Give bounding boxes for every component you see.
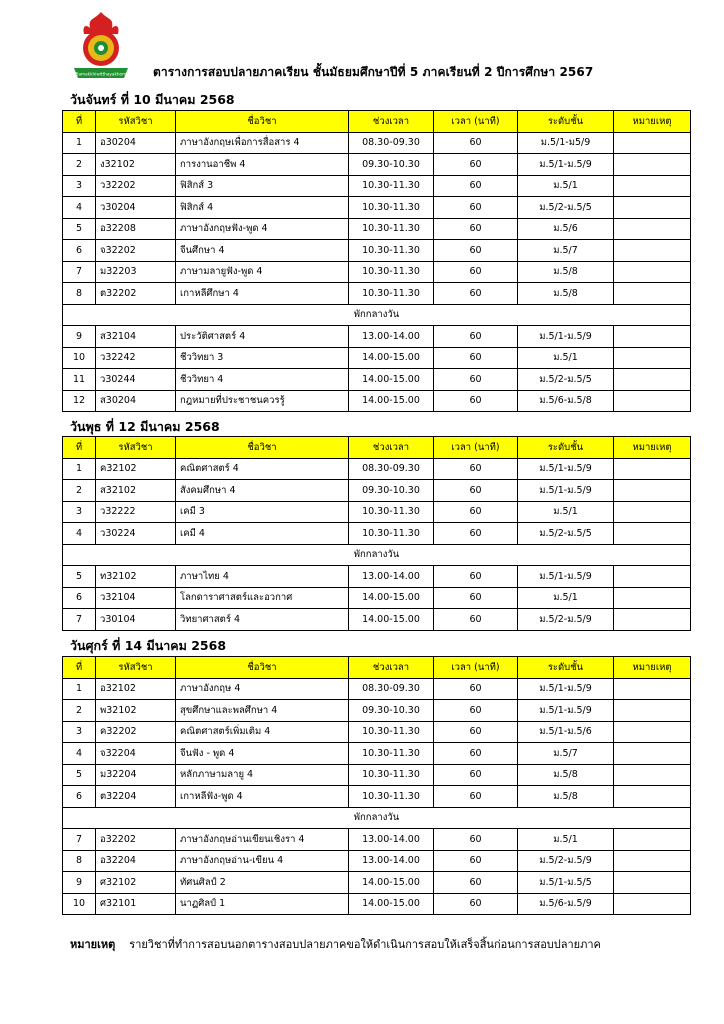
cell-time: 13.00-14.00: [349, 850, 434, 872]
cell-no: 4: [63, 197, 96, 219]
cell-remark: [614, 458, 691, 480]
cell-remark: [614, 829, 691, 851]
cell-level: ม.5/7: [518, 240, 614, 262]
cell-code: ต32204: [96, 786, 176, 808]
cell-code: พ32102: [96, 700, 176, 722]
table-header: [63, 437, 691, 459]
cell-level: ม.5/6: [518, 218, 614, 240]
cell-minutes: 60: [434, 872, 518, 894]
cell-level: ม.5/8: [518, 764, 614, 786]
cell-time: 10.30-11.30: [349, 283, 434, 305]
cell-remark: [614, 609, 691, 631]
footnote-text: รายวิชาที่ทำการสอบนอกตารางสอบปลายภาคขอให้ดำเนินการสอบให้เสร็จสิ้นก่อนการสอบปลายภาค: [129, 938, 601, 951]
rows-morning: [63, 132, 691, 304]
cell-time: 10.30-11.30: [349, 786, 434, 808]
cell-level: ม.5/6-ม.5/8: [518, 390, 614, 412]
table-header: [63, 111, 691, 133]
cell-level: ม.5/2-ม.5/5: [518, 523, 614, 545]
cell-code: ว32222: [96, 501, 176, 523]
cell-code: ว30104: [96, 609, 176, 631]
cell-minutes: 60: [434, 764, 518, 786]
table-header: [63, 657, 691, 679]
cell-remark: [614, 175, 691, 197]
cell-level: ม.5/1-ม.5/9: [518, 700, 614, 722]
cell-minutes: 60: [434, 218, 518, 240]
cell-no: 10: [63, 347, 96, 369]
cell-remark: [614, 587, 691, 609]
cell-time: 10.30-11.30: [349, 743, 434, 765]
footnote: [70, 935, 601, 953]
cell-no: 10: [63, 893, 96, 915]
cell-subject: ทัศนศิลป์ 2: [176, 872, 349, 894]
cell-minutes: 60: [434, 678, 518, 700]
cell-code: อ32208: [96, 218, 176, 240]
exam-table-friday: [62, 656, 691, 915]
cell-subject: เกาหลีศึกษา 4: [176, 283, 349, 305]
cell-no: 9: [63, 326, 96, 348]
cell-minutes: 60: [434, 829, 518, 851]
cell-level: ม.5/8: [518, 261, 614, 283]
cell-minutes: 60: [434, 893, 518, 915]
table-row: [63, 609, 691, 631]
cell-minutes: 60: [434, 587, 518, 609]
cell-no: 1: [63, 132, 96, 154]
table-row: [63, 678, 691, 700]
cell-level: ม.5/2-ม.5/5: [518, 369, 614, 391]
lunch-break: [63, 544, 691, 566]
cell-minutes: 60: [434, 369, 518, 391]
header-code: รหัสวิชา: [96, 657, 176, 679]
cell-minutes: 60: [434, 786, 518, 808]
lunch-break-label: พักกลางวัน: [63, 807, 691, 829]
cell-no: 5: [63, 764, 96, 786]
cell-no: 11: [63, 369, 96, 391]
cell-level: ม.5/1-ม.5/9: [518, 678, 614, 700]
cell-remark: [614, 721, 691, 743]
cell-remark: [614, 523, 691, 545]
cell-subject: ฟิสิกส์ 4: [176, 197, 349, 219]
header-minutes: เวลา (นาที): [434, 111, 518, 133]
lunch-break-label: พักกลางวัน: [63, 544, 691, 566]
cell-minutes: 60: [434, 154, 518, 176]
cell-time: 10.30-11.30: [349, 764, 434, 786]
table-row: [63, 347, 691, 369]
header-remark: หมายเหตุ: [614, 437, 691, 459]
cell-level: ม.5/1: [518, 347, 614, 369]
cell-remark: [614, 850, 691, 872]
cell-subject: ภาษามลายูฟัง-พูด 4: [176, 261, 349, 283]
cell-no: 9: [63, 872, 96, 894]
table-row: [63, 872, 691, 894]
cell-code: ง32102: [96, 154, 176, 176]
cell-subject: เคมี 4: [176, 523, 349, 545]
cell-time: 13.00-14.00: [349, 566, 434, 588]
rows-afternoon: [63, 566, 691, 631]
cell-minutes: 60: [434, 132, 518, 154]
cell-code: อ32204: [96, 850, 176, 872]
header-code: รหัสวิชา: [96, 437, 176, 459]
cell-time: 14.00-15.00: [349, 347, 434, 369]
cell-time: 10.30-11.30: [349, 261, 434, 283]
cell-remark: [614, 743, 691, 765]
cell-subject: เคมี 3: [176, 501, 349, 523]
header-no: ที่: [63, 437, 96, 459]
cell-minutes: 60: [434, 523, 518, 545]
cell-no: 4: [63, 523, 96, 545]
cell-remark: [614, 240, 691, 262]
cell-subject: ภาษาอังกฤษอ่าน-เขียน 4: [176, 850, 349, 872]
cell-no: 7: [63, 261, 96, 283]
cell-code: อ32102: [96, 678, 176, 700]
cell-remark: [614, 132, 691, 154]
cell-time: 14.00-15.00: [349, 587, 434, 609]
cell-time: 10.30-11.30: [349, 175, 434, 197]
cell-time: 08.30-09.30: [349, 458, 434, 480]
cell-time: 14.00-15.00: [349, 369, 434, 391]
table-row: [63, 700, 691, 722]
cell-subject: คณิตศาสตร์ 4: [176, 458, 349, 480]
table-row: [63, 829, 691, 851]
cell-code: ท32102: [96, 566, 176, 588]
cell-level: ม.5/1-ม.5/9: [518, 154, 614, 176]
table-row: [63, 721, 691, 743]
cell-code: จ32202: [96, 240, 176, 262]
cell-no: 1: [63, 458, 96, 480]
cell-level: ม.5/1-ม5/9: [518, 132, 614, 154]
cell-remark: [614, 218, 691, 240]
header-time: ช่วงเวลา: [349, 111, 434, 133]
day-heading-monday: วันจันทร์ ที่ 10 มีนาคม 2568: [70, 92, 235, 107]
cell-minutes: 60: [434, 283, 518, 305]
table-row: [63, 893, 691, 915]
cell-remark: [614, 872, 691, 894]
cell-subject: สังคมศึกษา 4: [176, 480, 349, 502]
cell-level: ม.5/1-ม.5/5: [518, 872, 614, 894]
header-time: ช่วงเวลา: [349, 437, 434, 459]
cell-time: 14.00-15.00: [349, 872, 434, 894]
cell-code: ส32104: [96, 326, 176, 348]
cell-no: 2: [63, 480, 96, 502]
exam-table-wednesday: [62, 436, 691, 631]
lunch-break-label: พักกลางวัน: [63, 304, 691, 326]
cell-no: 6: [63, 240, 96, 262]
cell-level: ม.5/8: [518, 283, 614, 305]
header-no: ที่: [63, 111, 96, 133]
table-row: [63, 786, 691, 808]
cell-code: อ30204: [96, 132, 176, 154]
cell-remark: [614, 261, 691, 283]
header-subject: ชื่อวิชา: [176, 437, 349, 459]
cell-no: 2: [63, 700, 96, 722]
cell-level: ม.5/6-ม.5/9: [518, 893, 614, 915]
cell-subject: โลกดาราศาสตร์และอวกาศ: [176, 587, 349, 609]
table-row: [63, 764, 691, 786]
cell-subject: หลักภาษามลายู 4: [176, 764, 349, 786]
cell-code: ส32102: [96, 480, 176, 502]
cell-time: 09.30-10.30: [349, 700, 434, 722]
cell-time: 10.30-11.30: [349, 197, 434, 219]
cell-level: ม.5/1-ม.5/6: [518, 721, 614, 743]
cell-time: 10.30-11.30: [349, 523, 434, 545]
table-row: [63, 283, 691, 305]
table-row: [63, 261, 691, 283]
table-row: [63, 458, 691, 480]
cell-level: ม.5/2-ม.5/9: [518, 609, 614, 631]
cell-time: 09.30-10.30: [349, 154, 434, 176]
cell-no: 3: [63, 501, 96, 523]
cell-level: ม.5/7: [518, 743, 614, 765]
cell-code: ต32202: [96, 283, 176, 305]
cell-level: ม.5/8: [518, 786, 614, 808]
cell-remark: [614, 154, 691, 176]
cell-code: ว32242: [96, 347, 176, 369]
cell-time: 10.30-11.30: [349, 501, 434, 523]
cell-level: ม.5/1-ม.5/9: [518, 566, 614, 588]
cell-minutes: 60: [434, 700, 518, 722]
cell-remark: [614, 764, 691, 786]
cell-remark: [614, 786, 691, 808]
cell-subject: กฎหมายที่ประชาชนควรรู้: [176, 390, 349, 412]
footnote-label: หมายเหตุ: [70, 938, 116, 951]
cell-subject: เกาหลีฟัง-พูด 4: [176, 786, 349, 808]
cell-minutes: 60: [434, 197, 518, 219]
cell-code: ค32102: [96, 458, 176, 480]
cell-code: ว32104: [96, 587, 176, 609]
cell-minutes: 60: [434, 240, 518, 262]
table-row: [63, 197, 691, 219]
cell-minutes: 60: [434, 501, 518, 523]
cell-level: ม.5/1-ม.5/9: [518, 480, 614, 502]
cell-level: ม.5/1: [518, 587, 614, 609]
day-heading-wednesday: วันพุธ ที่ 12 มีนาคม 2568: [70, 419, 220, 434]
cell-remark: [614, 480, 691, 502]
table-row: [63, 132, 691, 154]
table-row: [63, 566, 691, 588]
cell-subject: การงานอาชีพ 4: [176, 154, 349, 176]
cell-level: ม.5/1-ม.5/9: [518, 458, 614, 480]
cell-remark: [614, 566, 691, 588]
cell-minutes: 60: [434, 390, 518, 412]
table-row: [63, 850, 691, 872]
cell-time: 14.00-15.00: [349, 893, 434, 915]
lunch-break: [63, 807, 691, 829]
cell-time: 09.30-10.30: [349, 480, 434, 502]
cell-minutes: 60: [434, 458, 518, 480]
table-row: [63, 501, 691, 523]
table-row: [63, 390, 691, 412]
header-minutes: เวลา (นาที): [434, 437, 518, 459]
cell-no: 3: [63, 175, 96, 197]
cell-code: ม32204: [96, 764, 176, 786]
table-row: [63, 587, 691, 609]
cell-subject: ภาษาอังกฤษ 4: [176, 678, 349, 700]
cell-no: 12: [63, 390, 96, 412]
day-heading-friday: วันศุกร์ ที่ 14 มีนาคม 2568: [70, 638, 227, 653]
cell-level: ม.5/1-ม.5/9: [518, 326, 614, 348]
table-row: [63, 523, 691, 545]
cell-subject: นาฏศิลป์ 1: [176, 893, 349, 915]
cell-subject: สุขศึกษาและพลศึกษา 4: [176, 700, 349, 722]
school-logo: [70, 10, 132, 82]
cell-minutes: 60: [434, 721, 518, 743]
header-code: รหัสวิชา: [96, 111, 176, 133]
cell-minutes: 60: [434, 261, 518, 283]
table-row: [63, 154, 691, 176]
header-remark: หมายเหตุ: [614, 111, 691, 133]
cell-time: 14.00-15.00: [349, 390, 434, 412]
header-time: ช่วงเวลา: [349, 657, 434, 679]
cell-time: 10.30-11.30: [349, 218, 434, 240]
header-subject: ชื่อวิชา: [176, 111, 349, 133]
cell-no: 7: [63, 829, 96, 851]
header-remark: หมายเหตุ: [614, 657, 691, 679]
cell-subject: ภาษาไทย 4: [176, 566, 349, 588]
cell-no: 6: [63, 587, 96, 609]
rows-afternoon: [63, 829, 691, 915]
header-minutes: เวลา (นาที): [434, 657, 518, 679]
cell-remark: [614, 390, 691, 412]
lunch-break: [63, 304, 691, 326]
exam-table-monday: [62, 110, 691, 412]
table-row: [63, 743, 691, 765]
cell-remark: [614, 197, 691, 219]
cell-subject: ชีววิทยา 3: [176, 347, 349, 369]
cell-subject: ภาษาอังกฤษฟัง-พูด 4: [176, 218, 349, 240]
cell-code: ม32203: [96, 261, 176, 283]
cell-code: อ32202: [96, 829, 176, 851]
cell-time: 08.30-09.30: [349, 678, 434, 700]
cell-time: 13.00-14.00: [349, 326, 434, 348]
cell-subject: จีนฟัง - พูด 4: [176, 743, 349, 765]
cell-code: ว30204: [96, 197, 176, 219]
rows-morning: [63, 458, 691, 544]
page-title: ตารางการสอบปลายภาคเรียน ชั้นมัธยมศึกษาปีที่ 5 ภาคเรียนที่ 2 ปีการศึกษา 2567: [153, 65, 594, 79]
cell-minutes: 60: [434, 347, 518, 369]
cell-subject: ชีววิทยา 4: [176, 369, 349, 391]
rows-morning: [63, 678, 691, 807]
cell-subject: จีนศึกษา 4: [176, 240, 349, 262]
cell-code: ศ32101: [96, 893, 176, 915]
cell-remark: [614, 700, 691, 722]
cell-minutes: 60: [434, 326, 518, 348]
cell-minutes: 60: [434, 609, 518, 631]
cell-level: ม.5/2-ม.5/9: [518, 850, 614, 872]
table-row: [63, 240, 691, 262]
header-level: ระดับชั้น: [518, 111, 614, 133]
table-row: [63, 175, 691, 197]
cell-subject: คณิตศาสตร์เพิ่มเติม 4: [176, 721, 349, 743]
logo-text: Samakkhiwitthayakhom: [75, 71, 127, 77]
cell-subject: ภาษาอังกฤษเพื่อการสื่อสาร 4: [176, 132, 349, 154]
cell-no: 5: [63, 566, 96, 588]
cell-subject: ประวัติศาสตร์ 4: [176, 326, 349, 348]
cell-remark: [614, 369, 691, 391]
table-row: [63, 480, 691, 502]
cell-time: 14.00-15.00: [349, 609, 434, 631]
cell-code: ส30204: [96, 390, 176, 412]
cell-time: 10.30-11.30: [349, 721, 434, 743]
table-row: [63, 218, 691, 240]
header-level: ระดับชั้น: [518, 437, 614, 459]
cell-subject: ฟิสิกส์ 3: [176, 175, 349, 197]
cell-remark: [614, 347, 691, 369]
cell-code: ค32202: [96, 721, 176, 743]
cell-remark: [614, 501, 691, 523]
cell-minutes: 60: [434, 480, 518, 502]
cell-code: ว30224: [96, 523, 176, 545]
rows-afternoon: [63, 326, 691, 412]
cell-level: ม.5/1: [518, 175, 614, 197]
cell-no: 4: [63, 743, 96, 765]
cell-level: ม.5/1: [518, 501, 614, 523]
header-level: ระดับชั้น: [518, 657, 614, 679]
cell-subject: ภาษาอังกฤษอ่านเขียนเชิงรา 4: [176, 829, 349, 851]
cell-no: 5: [63, 218, 96, 240]
header-no: ที่: [63, 657, 96, 679]
cell-no: 8: [63, 850, 96, 872]
cell-no: 7: [63, 609, 96, 631]
cell-code: ว30244: [96, 369, 176, 391]
cell-code: ว32202: [96, 175, 176, 197]
cell-time: 10.30-11.30: [349, 240, 434, 262]
cell-no: 3: [63, 721, 96, 743]
cell-time: 13.00-14.00: [349, 829, 434, 851]
cell-no: 2: [63, 154, 96, 176]
cell-level: ม.5/1: [518, 829, 614, 851]
cell-remark: [614, 678, 691, 700]
cell-remark: [614, 893, 691, 915]
cell-no: 1: [63, 678, 96, 700]
cell-minutes: 60: [434, 850, 518, 872]
cell-minutes: 60: [434, 175, 518, 197]
cell-subject: วิทยาศาสตร์ 4: [176, 609, 349, 631]
cell-minutes: 60: [434, 566, 518, 588]
cell-code: ศ32102: [96, 872, 176, 894]
cell-remark: [614, 283, 691, 305]
cell-level: ม.5/2-ม.5/5: [518, 197, 614, 219]
table-row: [63, 326, 691, 348]
cell-time: 08.30-09.30: [349, 132, 434, 154]
cell-remark: [614, 326, 691, 348]
cell-no: 8: [63, 283, 96, 305]
cell-no: 6: [63, 786, 96, 808]
table-row: [63, 369, 691, 391]
cell-code: จ32204: [96, 743, 176, 765]
cell-minutes: 60: [434, 743, 518, 765]
header-subject: ชื่อวิชา: [176, 657, 349, 679]
